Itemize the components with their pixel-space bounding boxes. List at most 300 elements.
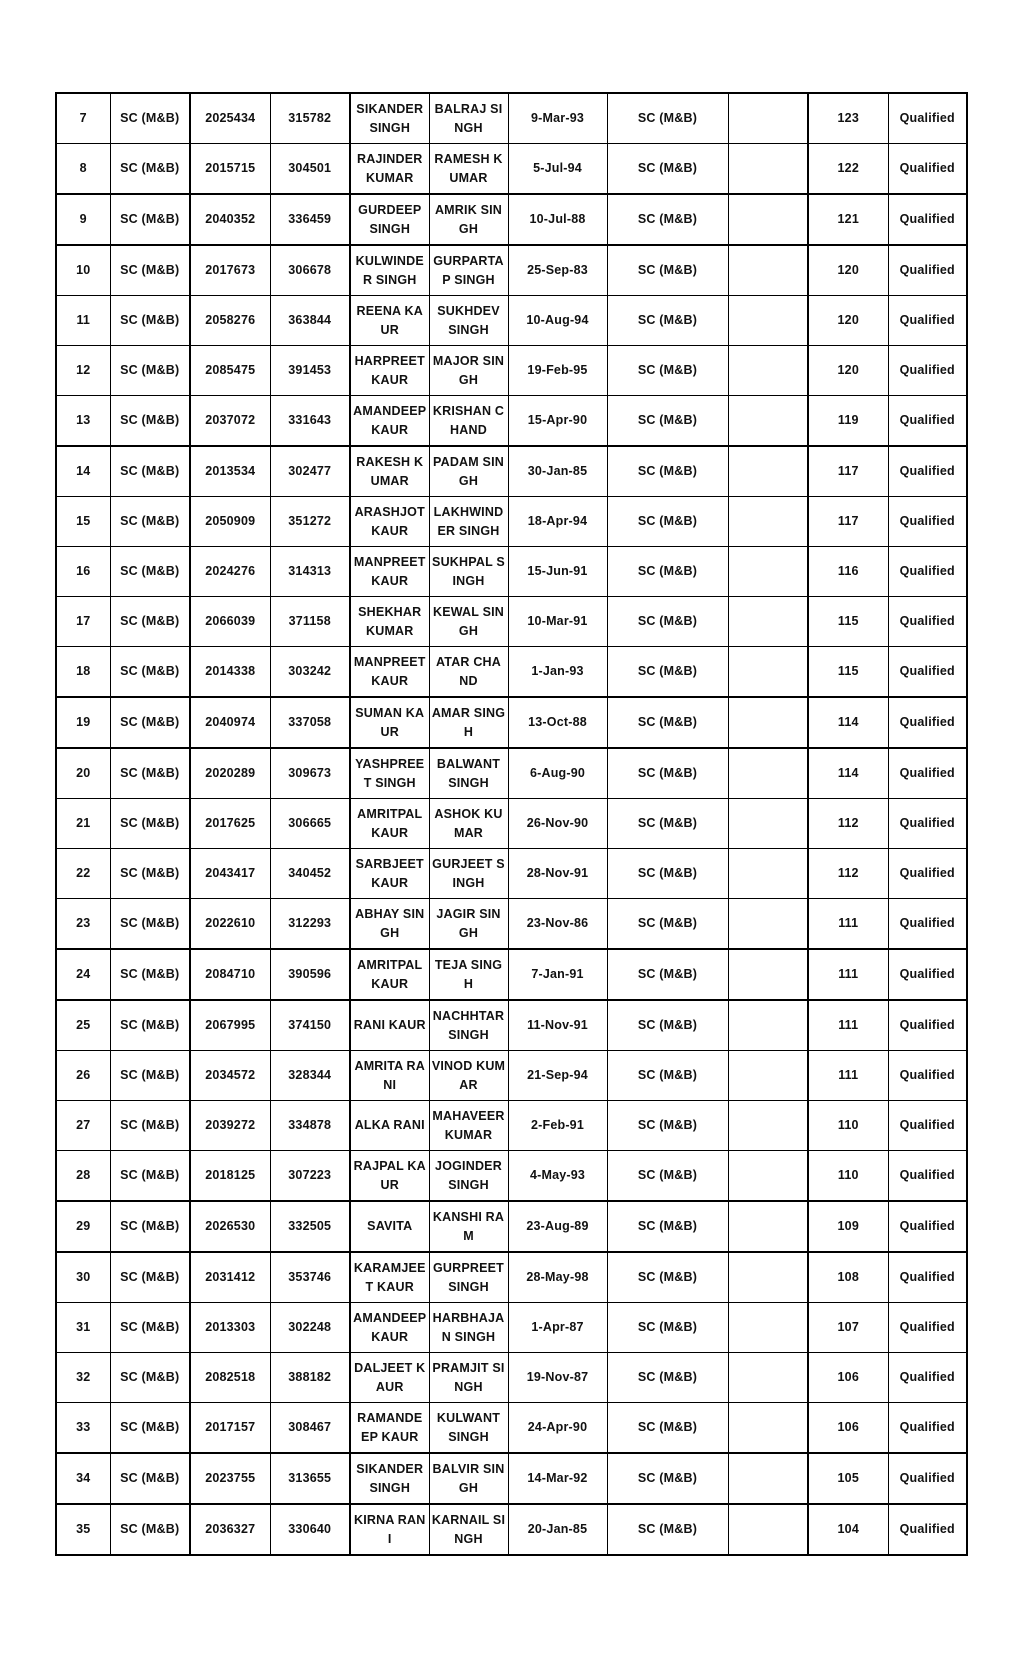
candidate-name-cell: AMRITPAL KAUR [350, 799, 429, 849]
table-row [56, 1201, 967, 1252]
marks-cell: 112 [808, 799, 888, 849]
blank-cell [728, 346, 808, 396]
father-name-cell: TEJA SINGH [429, 949, 508, 1000]
blank-cell [728, 1051, 808, 1101]
marks-cell: 115 [808, 597, 888, 647]
marks-cell: 120 [808, 245, 888, 296]
father-name-cell: KRISHAN CHAND [429, 396, 508, 447]
table-row [56, 647, 967, 698]
candidate-name-cell: KIRNA RANI [350, 1504, 429, 1555]
marks-cell: 109 [808, 1201, 888, 1252]
category-2-cell: SC (M&B) [607, 446, 728, 497]
roll-number-cell: 302477 [270, 446, 350, 497]
result-cell: Qualified [888, 697, 967, 748]
result-cell: Qualified [888, 1353, 967, 1403]
category-cell: SC (M&B) [110, 296, 190, 346]
table-row [56, 93, 967, 144]
roll-number-cell: 330640 [270, 1504, 350, 1555]
result-cell: Qualified [888, 1504, 967, 1555]
blank-cell [728, 1353, 808, 1403]
marks-cell: 114 [808, 748, 888, 799]
category-2-cell: SC (M&B) [607, 597, 728, 647]
roll-number-cell: 351272 [270, 497, 350, 547]
registration-number-cell: 2014338 [190, 647, 270, 698]
category-cell: SC (M&B) [110, 647, 190, 698]
registration-number-cell: 2018125 [190, 1151, 270, 1202]
result-cell: Qualified [888, 799, 967, 849]
roll-number-cell: 391453 [270, 346, 350, 396]
result-cell: Qualified [888, 1101, 967, 1151]
serial-number-cell: 19 [56, 697, 110, 748]
category-2-cell: SC (M&B) [607, 396, 728, 447]
table-row [56, 1051, 967, 1101]
table-row [56, 1504, 967, 1555]
table-row [56, 1453, 967, 1504]
result-cell: Qualified [888, 144, 967, 195]
registration-number-cell: 2017157 [190, 1403, 270, 1454]
serial-number-cell: 35 [56, 1504, 110, 1555]
category-cell: SC (M&B) [110, 194, 190, 245]
blank-cell [728, 446, 808, 497]
serial-number-cell: 23 [56, 899, 110, 950]
father-name-cell: MAHAVEER KUMAR [429, 1101, 508, 1151]
serial-number-cell: 29 [56, 1201, 110, 1252]
roll-number-cell: 306678 [270, 245, 350, 296]
serial-number-cell: 26 [56, 1051, 110, 1101]
registration-number-cell: 2043417 [190, 849, 270, 899]
serial-number-cell: 32 [56, 1353, 110, 1403]
marks-cell: 119 [808, 396, 888, 447]
blank-cell [728, 1453, 808, 1504]
registration-number-cell: 2017625 [190, 799, 270, 849]
serial-number-cell: 31 [56, 1303, 110, 1353]
table-row [56, 296, 967, 346]
registration-number-cell: 2066039 [190, 597, 270, 647]
date-of-birth-cell: 13-Oct-88 [508, 697, 607, 748]
marks-cell: 112 [808, 849, 888, 899]
result-cell: Qualified [888, 1051, 967, 1101]
table-row [56, 748, 967, 799]
result-cell: Qualified [888, 1151, 967, 1202]
category-cell: SC (M&B) [110, 547, 190, 597]
table-row [56, 949, 967, 1000]
father-name-cell: GURJEET SINGH [429, 849, 508, 899]
category-cell: SC (M&B) [110, 1252, 190, 1303]
category-cell: SC (M&B) [110, 1303, 190, 1353]
blank-cell [728, 1403, 808, 1454]
marks-cell: 123 [808, 93, 888, 144]
father-name-cell: KARNAIL SINGH [429, 1504, 508, 1555]
result-cell: Qualified [888, 1000, 967, 1051]
blank-cell [728, 93, 808, 144]
marks-cell: 110 [808, 1101, 888, 1151]
candidate-name-cell: SIKANDER SINGH [350, 1453, 429, 1504]
father-name-cell: BALWANT SINGH [429, 748, 508, 799]
father-name-cell: GURPARTAP SINGH [429, 245, 508, 296]
serial-number-cell: 15 [56, 497, 110, 547]
blank-cell [728, 949, 808, 1000]
date-of-birth-cell: 23-Aug-89 [508, 1201, 607, 1252]
category-2-cell: SC (M&B) [607, 296, 728, 346]
category-2-cell: SC (M&B) [607, 949, 728, 1000]
candidate-name-cell: DALJEET KAUR [350, 1353, 429, 1403]
candidate-name-cell: REENA KAUR [350, 296, 429, 346]
result-cell: Qualified [888, 296, 967, 346]
candidate-name-cell: ABHAY SINGH [350, 899, 429, 950]
father-name-cell: LAKHWINDER SINGH [429, 497, 508, 547]
father-name-cell: ASHOK KUMAR [429, 799, 508, 849]
registration-number-cell: 2058276 [190, 296, 270, 346]
roll-number-cell: 337058 [270, 697, 350, 748]
candidate-name-cell: ALKA RANI [350, 1101, 429, 1151]
father-name-cell: AMAR SINGH [429, 697, 508, 748]
father-name-cell: JAGIR SINGH [429, 899, 508, 950]
marks-cell: 111 [808, 1051, 888, 1101]
category-2-cell: SC (M&B) [607, 1353, 728, 1403]
table-row [56, 446, 967, 497]
blank-cell [728, 1504, 808, 1555]
candidate-name-cell: SIKANDER SINGH [350, 93, 429, 144]
roll-number-cell: 388182 [270, 1353, 350, 1403]
date-of-birth-cell: 25-Sep-83 [508, 245, 607, 296]
candidate-name-cell: AMANDEEP KAUR [350, 1303, 429, 1353]
serial-number-cell: 20 [56, 748, 110, 799]
category-cell: SC (M&B) [110, 899, 190, 950]
serial-number-cell: 9 [56, 194, 110, 245]
blank-cell [728, 1252, 808, 1303]
father-name-cell: AMRIK SINGH [429, 194, 508, 245]
father-name-cell: KULWANT SINGH [429, 1403, 508, 1454]
roll-number-cell: 353746 [270, 1252, 350, 1303]
category-cell: SC (M&B) [110, 1101, 190, 1151]
result-table [55, 92, 968, 1556]
candidate-name-cell: KULWINDER SINGH [350, 245, 429, 296]
category-cell: SC (M&B) [110, 748, 190, 799]
date-of-birth-cell: 1-Apr-87 [508, 1303, 607, 1353]
table-row [56, 346, 967, 396]
serial-number-cell: 27 [56, 1101, 110, 1151]
date-of-birth-cell: 10-Aug-94 [508, 296, 607, 346]
registration-number-cell: 2039272 [190, 1101, 270, 1151]
registration-number-cell: 2034572 [190, 1051, 270, 1101]
date-of-birth-cell: 15-Jun-91 [508, 547, 607, 597]
table-row [56, 396, 967, 447]
table-row [56, 245, 967, 296]
blank-cell [728, 245, 808, 296]
registration-number-cell: 2024276 [190, 547, 270, 597]
category-2-cell: SC (M&B) [607, 1303, 728, 1353]
date-of-birth-cell: 26-Nov-90 [508, 799, 607, 849]
category-cell: SC (M&B) [110, 245, 190, 296]
serial-number-cell: 14 [56, 446, 110, 497]
result-cell: Qualified [888, 949, 967, 1000]
date-of-birth-cell: 1-Jan-93 [508, 647, 607, 698]
roll-number-cell: 336459 [270, 194, 350, 245]
category-2-cell: SC (M&B) [607, 194, 728, 245]
blank-cell [728, 697, 808, 748]
candidate-name-cell: SARBJEET KAUR [350, 849, 429, 899]
candidate-name-cell: SUMAN KAUR [350, 697, 429, 748]
category-cell: SC (M&B) [110, 1000, 190, 1051]
roll-number-cell: 302248 [270, 1303, 350, 1353]
category-cell: SC (M&B) [110, 697, 190, 748]
marks-cell: 116 [808, 547, 888, 597]
marks-cell: 117 [808, 446, 888, 497]
registration-number-cell: 2037072 [190, 396, 270, 447]
category-2-cell: SC (M&B) [607, 245, 728, 296]
father-name-cell: JOGINDER SINGH [429, 1151, 508, 1202]
roll-number-cell: 363844 [270, 296, 350, 346]
candidate-name-cell: MANPREET KAUR [350, 547, 429, 597]
candidate-name-cell: SAVITA [350, 1201, 429, 1252]
candidate-name-cell: SHEKHAR KUMAR [350, 597, 429, 647]
category-cell: SC (M&B) [110, 849, 190, 899]
table-row [56, 849, 967, 899]
candidate-name-cell: RAJPAL KAUR [350, 1151, 429, 1202]
serial-number-cell: 13 [56, 396, 110, 447]
marks-cell: 107 [808, 1303, 888, 1353]
roll-number-cell: 306665 [270, 799, 350, 849]
serial-number-cell: 12 [56, 346, 110, 396]
candidate-name-cell: RANI KAUR [350, 1000, 429, 1051]
roll-number-cell: 332505 [270, 1201, 350, 1252]
registration-number-cell: 2067995 [190, 1000, 270, 1051]
marks-cell: 121 [808, 194, 888, 245]
father-name-cell: VINOD KUMAR [429, 1051, 508, 1101]
registration-number-cell: 2015715 [190, 144, 270, 195]
blank-cell [728, 1101, 808, 1151]
result-cell: Qualified [888, 346, 967, 396]
father-name-cell: PRAMJIT SINGH [429, 1353, 508, 1403]
result-cell: Qualified [888, 396, 967, 447]
category-cell: SC (M&B) [110, 1151, 190, 1202]
category-cell: SC (M&B) [110, 497, 190, 547]
category-cell: SC (M&B) [110, 1201, 190, 1252]
marks-cell: 108 [808, 1252, 888, 1303]
father-name-cell: PADAM SINGH [429, 446, 508, 497]
category-2-cell: SC (M&B) [607, 1403, 728, 1454]
roll-number-cell: 313655 [270, 1453, 350, 1504]
category-cell: SC (M&B) [110, 1353, 190, 1403]
date-of-birth-cell: 14-Mar-92 [508, 1453, 607, 1504]
serial-number-cell: 33 [56, 1403, 110, 1454]
category-2-cell: SC (M&B) [607, 93, 728, 144]
marks-cell: 105 [808, 1453, 888, 1504]
registration-number-cell: 2013534 [190, 446, 270, 497]
blank-cell [728, 547, 808, 597]
registration-number-cell: 2031412 [190, 1252, 270, 1303]
candidate-name-cell: GURDEEP SINGH [350, 194, 429, 245]
marks-cell: 115 [808, 647, 888, 698]
marks-cell: 120 [808, 346, 888, 396]
category-cell: SC (M&B) [110, 346, 190, 396]
result-cell: Qualified [888, 1252, 967, 1303]
serial-number-cell: 24 [56, 949, 110, 1000]
result-cell: Qualified [888, 1453, 967, 1504]
result-cell: Qualified [888, 446, 967, 497]
marks-cell: 111 [808, 949, 888, 1000]
category-2-cell: SC (M&B) [607, 849, 728, 899]
marks-cell: 122 [808, 144, 888, 195]
result-cell: Qualified [888, 849, 967, 899]
category-cell: SC (M&B) [110, 396, 190, 447]
result-cell: Qualified [888, 647, 967, 698]
roll-number-cell: 315782 [270, 93, 350, 144]
serial-number-cell: 16 [56, 547, 110, 597]
category-cell: SC (M&B) [110, 446, 190, 497]
blank-cell [728, 194, 808, 245]
result-cell: Qualified [888, 194, 967, 245]
roll-number-cell: 314313 [270, 547, 350, 597]
marks-cell: 114 [808, 697, 888, 748]
category-cell: SC (M&B) [110, 144, 190, 195]
father-name-cell: NACHHTAR SINGH [429, 1000, 508, 1051]
category-cell: SC (M&B) [110, 1051, 190, 1101]
table-row [56, 547, 967, 597]
registration-number-cell: 2085475 [190, 346, 270, 396]
date-of-birth-cell: 24-Apr-90 [508, 1403, 607, 1454]
result-cell: Qualified [888, 245, 967, 296]
category-2-cell: SC (M&B) [607, 1504, 728, 1555]
registration-number-cell: 2026530 [190, 1201, 270, 1252]
registration-number-cell: 2036327 [190, 1504, 270, 1555]
category-2-cell: SC (M&B) [607, 346, 728, 396]
category-2-cell: SC (M&B) [607, 1101, 728, 1151]
father-name-cell: BALVIR SINGH [429, 1453, 508, 1504]
category-2-cell: SC (M&B) [607, 1151, 728, 1202]
candidate-name-cell: RAJINDER KUMAR [350, 144, 429, 195]
result-cell: Qualified [888, 497, 967, 547]
date-of-birth-cell: 18-Apr-94 [508, 497, 607, 547]
serial-number-cell: 7 [56, 93, 110, 144]
blank-cell [728, 1303, 808, 1353]
date-of-birth-cell: 19-Feb-95 [508, 346, 607, 396]
father-name-cell: BALRAJ SINGH [429, 93, 508, 144]
registration-number-cell: 2022610 [190, 899, 270, 950]
date-of-birth-cell: 28-Nov-91 [508, 849, 607, 899]
date-of-birth-cell: 23-Nov-86 [508, 899, 607, 950]
table-row [56, 597, 967, 647]
result-cell: Qualified [888, 1403, 967, 1454]
father-name-cell: GURPREET SINGH [429, 1252, 508, 1303]
category-cell: SC (M&B) [110, 93, 190, 144]
date-of-birth-cell: 5-Jul-94 [508, 144, 607, 195]
category-2-cell: SC (M&B) [607, 647, 728, 698]
table-row [56, 899, 967, 950]
table-row [56, 144, 967, 195]
result-cell: Qualified [888, 1201, 967, 1252]
category-2-cell: SC (M&B) [607, 697, 728, 748]
candidate-name-cell: KARAMJEET KAUR [350, 1252, 429, 1303]
registration-number-cell: 2023755 [190, 1453, 270, 1504]
father-name-cell: RAMESH KUMAR [429, 144, 508, 195]
blank-cell [728, 597, 808, 647]
serial-number-cell: 8 [56, 144, 110, 195]
marks-cell: 106 [808, 1353, 888, 1403]
serial-number-cell: 21 [56, 799, 110, 849]
candidate-name-cell: AMRITPAL KAUR [350, 949, 429, 1000]
father-name-cell: KANSHI RAM [429, 1201, 508, 1252]
table-row [56, 194, 967, 245]
serial-number-cell: 34 [56, 1453, 110, 1504]
marks-cell: 111 [808, 1000, 888, 1051]
blank-cell [728, 748, 808, 799]
result-cell: Qualified [888, 93, 967, 144]
date-of-birth-cell: 11-Nov-91 [508, 1000, 607, 1051]
date-of-birth-cell: 21-Sep-94 [508, 1051, 607, 1101]
serial-number-cell: 10 [56, 245, 110, 296]
category-cell: SC (M&B) [110, 597, 190, 647]
table-row [56, 1403, 967, 1454]
candidate-name-cell: RAMANDEEP KAUR [350, 1403, 429, 1454]
marks-cell: 104 [808, 1504, 888, 1555]
candidate-name-cell: AMANDEEP KAUR [350, 396, 429, 447]
father-name-cell: KEWAL SINGH [429, 597, 508, 647]
date-of-birth-cell: 2-Feb-91 [508, 1101, 607, 1151]
blank-cell [728, 849, 808, 899]
roll-number-cell: 303242 [270, 647, 350, 698]
date-of-birth-cell: 19-Nov-87 [508, 1353, 607, 1403]
blank-cell [728, 144, 808, 195]
serial-number-cell: 17 [56, 597, 110, 647]
registration-number-cell: 2050909 [190, 497, 270, 547]
candidate-name-cell: MANPREET KAUR [350, 647, 429, 698]
category-2-cell: SC (M&B) [607, 1051, 728, 1101]
registration-number-cell: 2025434 [190, 93, 270, 144]
marks-cell: 106 [808, 1403, 888, 1454]
blank-cell [728, 647, 808, 698]
roll-number-cell: 371158 [270, 597, 350, 647]
blank-cell [728, 1151, 808, 1202]
marks-cell: 120 [808, 296, 888, 346]
date-of-birth-cell: 6-Aug-90 [508, 748, 607, 799]
father-name-cell: MAJOR SINGH [429, 346, 508, 396]
category-cell: SC (M&B) [110, 1504, 190, 1555]
result-cell: Qualified [888, 748, 967, 799]
roll-number-cell: 309673 [270, 748, 350, 799]
blank-cell [728, 396, 808, 447]
date-of-birth-cell: 30-Jan-85 [508, 446, 607, 497]
registration-number-cell: 2013303 [190, 1303, 270, 1353]
serial-number-cell: 11 [56, 296, 110, 346]
father-name-cell: HARBHAJAN SINGH [429, 1303, 508, 1353]
candidate-name-cell: HARPREET KAUR [350, 346, 429, 396]
serial-number-cell: 30 [56, 1252, 110, 1303]
candidate-name-cell: AMRITA RANI [350, 1051, 429, 1101]
blank-cell [728, 497, 808, 547]
father-name-cell: ATAR CHAND [429, 647, 508, 698]
candidate-name-cell: ARASHJOT KAUR [350, 497, 429, 547]
category-2-cell: SC (M&B) [607, 899, 728, 950]
table-row [56, 1303, 967, 1353]
table-row [56, 1151, 967, 1202]
table-row [56, 1000, 967, 1051]
roll-number-cell: 390596 [270, 949, 350, 1000]
date-of-birth-cell: 10-Jul-88 [508, 194, 607, 245]
roll-number-cell: 308467 [270, 1403, 350, 1454]
category-2-cell: SC (M&B) [607, 547, 728, 597]
registration-number-cell: 2017673 [190, 245, 270, 296]
category-cell: SC (M&B) [110, 1403, 190, 1454]
category-2-cell: SC (M&B) [607, 799, 728, 849]
date-of-birth-cell: 9-Mar-93 [508, 93, 607, 144]
registration-number-cell: 2040352 [190, 194, 270, 245]
blank-cell [728, 899, 808, 950]
registration-number-cell: 2040974 [190, 697, 270, 748]
table-row [56, 1353, 967, 1403]
result-cell: Qualified [888, 899, 967, 950]
roll-number-cell: 328344 [270, 1051, 350, 1101]
